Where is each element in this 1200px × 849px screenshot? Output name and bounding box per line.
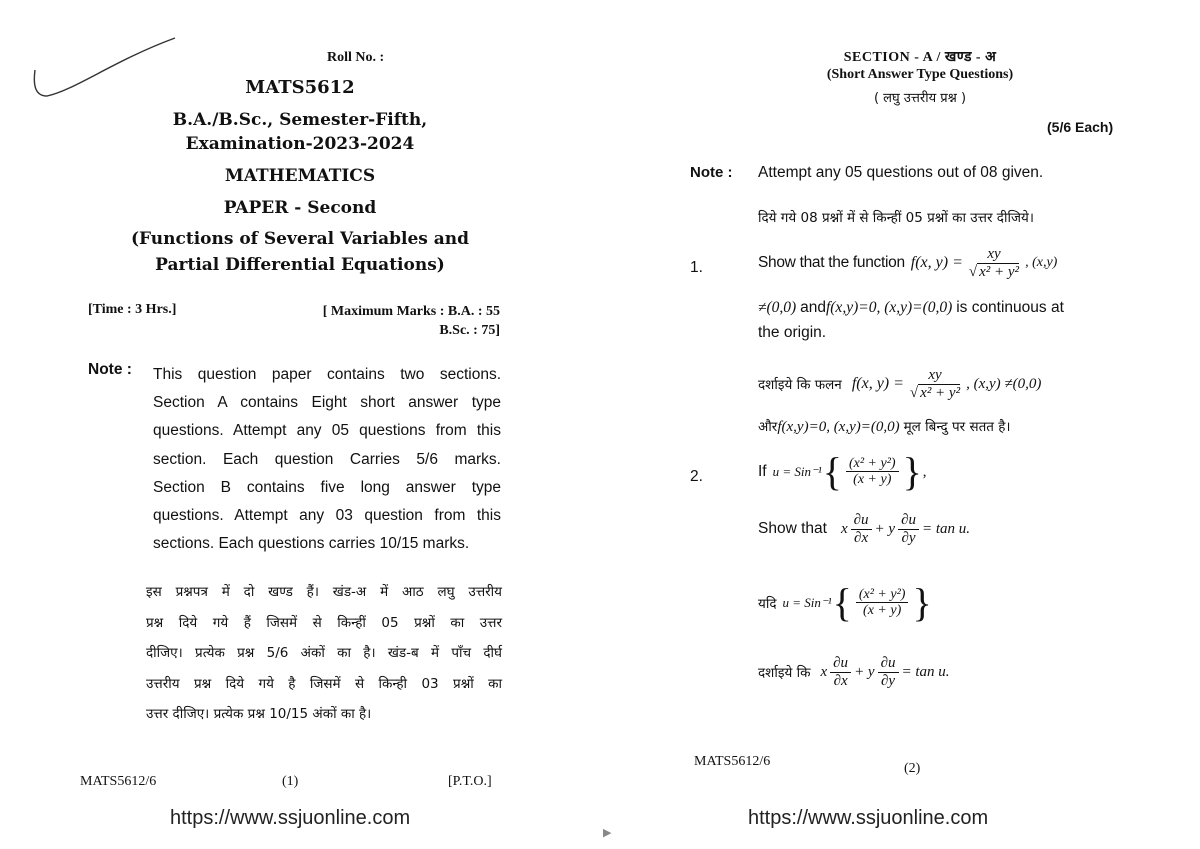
q2-hindi-partial-x <box>830 655 851 690</box>
paper-code: MATS5612 <box>245 77 355 98</box>
q1-hindi-continuous: मूल बिन्दु पर सतत है। <box>903 419 1011 435</box>
hindi-line: दीजिए। प्रत्येक प्रश्न 5/6 अंकों का है। खंड-ब में पाँच दीर्घ <box>146 645 502 661</box>
question-1-number: 1. <box>690 259 703 276</box>
note-hindi <box>146 577 502 730</box>
hindi-line: उत्तर दीजिए। प्रत्येक प्रश्न 10/15 अंकों का है। <box>146 706 372 722</box>
q2-plus-y: + y <box>874 520 896 537</box>
q2-hindi-show: दर्शाइये कि <box>758 665 811 682</box>
q2-show-that: Show that <box>758 520 827 538</box>
question-1-line-3: the origin. <box>758 324 827 341</box>
q2-brace-right: } <box>902 449 922 494</box>
q1-hindi-fraction <box>907 367 963 402</box>
marks-each: (5/6 Each) <box>1047 119 1114 135</box>
question-1-hindi-line-1 <box>758 367 1041 402</box>
cursor-icon: ▶ <box>603 827 612 839</box>
q2-hindi-plus-y: + y <box>854 663 875 680</box>
q2-fraction <box>846 456 899 488</box>
q2-hindi-denominator: (x + y) <box>863 603 902 619</box>
q2-partial-y <box>898 512 919 547</box>
note-line: sections. Each questions carries 10/15 marks. <box>153 535 470 553</box>
note-instructions <box>153 361 501 558</box>
q1-not-origin: ≠(0,0) <box>758 299 797 316</box>
q2-u-sin: u = Sin⁻¹ <box>772 464 822 479</box>
q1-denominator: √ x² + y² <box>968 263 1020 280</box>
q2-if: If <box>758 463 767 480</box>
q2-hindi-numerator: (x² + y²) <box>856 587 909 603</box>
hindi-line: इस प्रश्नपत्र में दो खण्ड हैं। खंड-अ में आठ लघु उत्तरीय <box>146 584 502 600</box>
q1-definition: f(x,y)=0, (x,y)=(0,0) <box>825 299 953 316</box>
q1-function: f(x, y) = <box>910 254 963 272</box>
q1-hindi-and: और <box>758 419 778 435</box>
q2-equals-tan: = tan u. <box>921 520 971 537</box>
q1-hindi-definition: f(x,y)=0, (x,y)=(0,0) <box>777 419 900 435</box>
paper-subtitle-line-2: Partial Differential Equations) <box>155 255 445 275</box>
q1-hindi-prefix: दर्शाइये कि फलन <box>758 377 842 394</box>
question-2-line-2 <box>758 512 970 547</box>
q1-continuous: is continuous at <box>956 299 1064 316</box>
q2-hindi-dx: ∂x <box>833 672 848 689</box>
note-text-right: Attempt any 05 questions out of 08 given. <box>758 164 1044 181</box>
question-1-line-1 <box>758 246 1057 281</box>
q2-hindi-brace-right: } <box>912 580 932 625</box>
q2-dx: ∂x <box>854 529 869 546</box>
question-2-line-1 <box>758 449 927 494</box>
course-line-1: B.A./B.Sc., Semester-Fifth, <box>172 110 428 130</box>
q2-hindi-x: x <box>820 663 828 680</box>
subject-title: MATHEMATICS <box>224 166 376 186</box>
q1-numerator: xy <box>984 246 1003 264</box>
footer-page-number: (1) <box>282 774 299 789</box>
question-2-number: 2. <box>690 468 703 485</box>
q1-hindi-sqrt-content: x² + y² <box>920 384 961 401</box>
footer-page-number-right: (2) <box>904 761 921 776</box>
paper-title: PAPER - Second <box>223 198 377 218</box>
q2-numerator: (x² + y²) <box>846 456 899 472</box>
question-1-line-2 <box>758 299 1064 317</box>
note-hindi-right: दिये गये 08 प्रश्नों में से किन्हीं 05 प्रश्नों का उत्तर दीजिये। <box>758 210 1034 226</box>
footer-code: MATS5612/6 <box>80 774 157 789</box>
q1-hindi-denominator: √ x² + y² <box>909 384 961 401</box>
max-marks-line-2: B.Sc. : 75] <box>439 323 500 338</box>
max-marks-line-1: [ Maximum Marks : B.A. : 55 <box>322 304 500 319</box>
q2-comma: , <box>922 463 927 480</box>
q2-hindi-brace-left: { <box>832 580 852 625</box>
q1-hindi-numerator: xy <box>925 367 944 385</box>
time-label: [Time : 3 Hrs.] <box>88 302 177 317</box>
q1-fraction <box>966 246 1022 281</box>
q2-partial-x <box>851 512 872 547</box>
q1-condition: , (x,y) <box>1025 255 1058 271</box>
q2-hindi-du-1: ∂u <box>830 655 851 673</box>
hindi-line: उत्तरीय प्रश्न दिये गये है जिसमें से किन्ही 03 प्रश्नों का <box>146 675 502 692</box>
q2-hindi-partial-y <box>878 655 899 690</box>
q1-hindi-condition: , (x,y) ≠(0,0) <box>966 375 1042 392</box>
question-1-hindi-line-2 <box>758 417 1011 436</box>
section-title: SECTION - A / खण्ड - अ <box>843 50 997 65</box>
q2-denominator: (x + y) <box>853 472 892 488</box>
question-2-hindi-line-2 <box>758 655 950 690</box>
source-url[interactable]: https://www.ssjuonline.com <box>170 807 411 829</box>
q2-hindi-u-sin: u = Sin⁻¹ <box>782 595 832 610</box>
q2-dy: ∂y <box>901 529 916 546</box>
course-line-2: Examination-2023-2024 <box>185 134 415 154</box>
question-2-hindi-line-1 <box>758 580 933 625</box>
q1-hindi-function: f(x, y) = <box>851 375 904 393</box>
roll-no-label: Roll No. : <box>327 50 385 65</box>
q2-hindi-if: यदि <box>758 596 777 612</box>
note-line: Section B contains five long answer type <box>153 478 501 496</box>
q2-hindi-dy: ∂y <box>881 672 896 689</box>
q2-brace-left: { <box>822 449 842 494</box>
note-line: questions. Attempt any 05 questions from this <box>153 422 501 440</box>
hindi-line: प्रश्न दिये गये हैं जिसमें से किन्हीं 05 प्रश्नों का उत्तर <box>146 614 502 631</box>
section-subtitle-hindi: ( लघु उत्तरीय प्रश्न ) <box>873 91 967 106</box>
note-label: Note : <box>88 361 132 378</box>
q2-du-2: ∂u <box>898 512 919 530</box>
note-line: This question paper contains two sections. <box>153 366 501 383</box>
q2-du-1: ∂u <box>851 512 872 530</box>
q1-and: and <box>800 299 826 316</box>
source-url-right[interactable]: https://www.ssjuonline.com <box>748 807 989 829</box>
footer-pto: [P.T.O.] <box>448 774 492 789</box>
q2-hindi-fraction <box>856 587 909 619</box>
section-subtitle: (Short Answer Type Questions) <box>826 67 1014 82</box>
q2-hindi-equals-tan: = tan u. <box>901 663 950 680</box>
footer-code-right: MATS5612/6 <box>694 754 771 769</box>
q1-prefix: Show that the function <box>758 254 905 272</box>
paper-subtitle-line-1: (Functions of Several Variables and <box>130 229 470 249</box>
q1-sqrt-content: x² + y² <box>979 263 1020 280</box>
note-line: section. Each question Carries 5/6 marks. <box>153 450 501 468</box>
tick-mark-icon <box>25 30 185 110</box>
note-label-right: Note : <box>690 164 733 181</box>
q2-hindi-du-2: ∂u <box>878 655 899 673</box>
note-line: questions. Attempt any 03 question from this <box>153 507 501 525</box>
note-line: Section A contains Eight short answer type <box>153 394 501 412</box>
q2-x: x <box>840 520 848 537</box>
